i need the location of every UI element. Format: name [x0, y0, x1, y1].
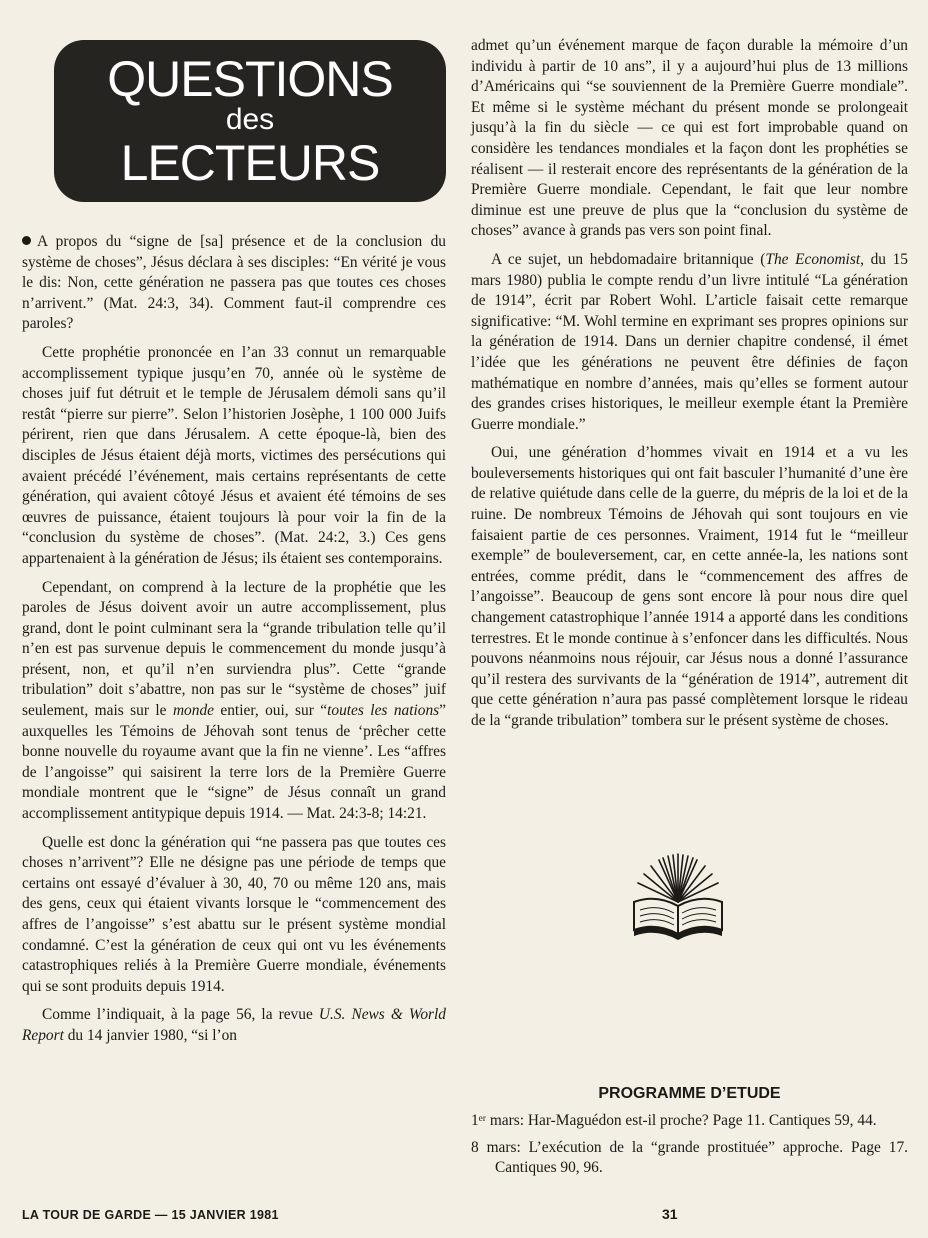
- economist-paragraph-part-a: A ce sujet, un hebdomadaire britannique (: [491, 250, 766, 268]
- study-program-item: 8 mars: L’exécution de la “grande prostituée” approche. Page 17. Cantiques 90, 96.: [471, 1138, 908, 1177]
- publication-footer: LA TOUR DE GARDE — 15 JANVIER 1981: [22, 1208, 279, 1222]
- continuation-paragraph: admet qu’un événement marque de façon durable la mémoire d’un individu à partir de 10 ans”, il y a aujourd’hui plus de 13 millions d’Américains qui “se souviennent de la Première Guerre mondiale”. Et même si le système méchant du présent monde se prolongeait jusqu’à la fin du siècle — ce qui est fort improbable quand on considère les tendances mondiales et la façon dont les prophéties se réalisent — il resterait encore des représentants de la génération de la Première Guerre mondiale. Cependant, le fait que leur nombre diminue est une preuve de plus que la “conclusion du système de choses” avance à grands pas vers son point final.: [471, 37, 908, 240]
- right-column: [471, 36, 908, 740]
- study-program-item: 1ᵉʳ mars: Har-Maguédon est-il proche? Page 11. Cantiques 59, 44.: [471, 1112, 877, 1129]
- banner-title-line1: QUESTIONS: [107, 51, 393, 107]
- economist-paragraph: [471, 250, 908, 435]
- answer-paragraph-2-part-c: ” auxquelles les Témoins de Jéhovah sont tenus de ‘prêcher cette bonne nouvelle du royaume avant que la fin ne vienne’. Les “affres de l’angoisse” qui saisirent la terre lors de la Première Guerre mondiale montrent que le “signe” de Jésus connaît un grand accomplissement antitypique depuis 1914. — Mat. 24:3-8; 14:21.: [22, 702, 446, 823]
- answer-paragraph-2-part-a: Cependant, on comprend à la lecture de la prophétie que les paroles de Jésus doivent avoir un autre accomplissement, plus grand, dont le point culminant sera la “grande tribulation telle qu’il n’en est pas survenue depuis le commencement du monde jusqu’à présent, non, et qu’il n’en surviendra plus”. Cette “grande tribulation” doit s’abattre, non pas sur le “système de choses” juif seulement, mais sur le: [22, 578, 446, 720]
- economist-paragraph-part-b: , du 15 mars 1980) publia le compte rendu d’un livre intitulé “La génération de 1914”, écrit par Robert Wohl. L’article faisait cette remarque significative: “M. Wohl termine en exprimant ses propres opinions sur la génération de 1914. Dans un dernier chapitre condensé, il émet l’idée que les générations ne peuvent être définies de façon mathématique en nombre d’années, mais qu’elles se forment autour des grandes crises historiques, le meilleur exemple étant la Première Guerre mondiale.”: [471, 250, 908, 433]
- section-banner: [54, 40, 446, 202]
- conclusion-paragraph: Oui, une génération d’hommes vivait en 1914 et a vu les bouleversements historiques qui ont fait basculer l’humanité d’une ère de relative quiétude dans celle de la guerre, du mépris de la loi et de la ruine. De nombreux Témoins de Jéhovah qui sont toujours en vie faisaient partie de ces personnes. Vraiment, 1914 fut le “meilleur exemple” de bouleversement, car, en cette année-la, les nations sont entrées, comme prédit, dans le “commencement des affres de l’angoisse”. Beaucoup de gens sont encore là pour nous dire quel changement catastrophique l’année 1914 a apporté dans les conditions terrestres. Et le monde continue à s’enfoncer dans les difficultés. Nous pouvons néanmoins nous réjouir, car Jésus nous a donné l’assurance qu’il restera des survivants de la “génération de 1914”, autrement dit que cette génération n’aura pas passé complètement lorsque le rideau de la “grande tribulation” tombera sur le présent système de choses.: [471, 444, 908, 729]
- answer-paragraph-3: Quelle est donc la génération qui “ne passera pas que toutes ces choses n’arrivent”? Elle ne désigne pas une période de temps que certains ont essayé d’évaluer à 30, 40, 70 ou même 120 ans, mais des gens, ceux qui étaient vivants lorsque le “commencement des affres de l’angoisse” s’est abattu sur le présent système mondial condamné. C’est la génération de ceux qui ont vu les événements catastrophiques reliés à la Première Guerre mondiale, événements qui se sont produits depuis 1914.: [22, 833, 446, 995]
- banner-title-line3: LECTEURS: [120, 135, 380, 191]
- page-number: 31: [662, 1206, 678, 1222]
- left-column: [22, 232, 446, 1055]
- answer-paragraph-4-part-b: du 14 janvier 1980, “si l’on: [63, 1026, 238, 1044]
- emphasis-magazine-title: U.S. News & World Report: [22, 1006, 446, 1044]
- banner-title-line2: des: [225, 103, 275, 136]
- answer-paragraph-2-part-b: entier, oui, sur “: [213, 702, 328, 720]
- answer-paragraph-4: [22, 1005, 446, 1046]
- emphasis-toutes-les-nations: toutes les nations: [327, 702, 440, 720]
- emphasis-monde: monde: [172, 702, 214, 720]
- emphasis-economist: The Economist: [765, 250, 861, 268]
- study-program-list: [471, 1111, 908, 1185]
- open-book-icon: [628, 850, 728, 942]
- question-text: A propos du “signe de [sa] présence et de la conclusion du système de choses”, Jésus déclara à ses disciples: “En vérité je vous le dis: Non, cette génération ne passera pas que toutes ces choses n’arrivent.” (Mat. 24:3, 34). Comment faut-il comprendre ces paroles?: [22, 233, 446, 333]
- answer-paragraph-2: [22, 578, 446, 825]
- answer-paragraph-4-part-a: Comme l’indiquait, à la page 56, la revue: [42, 1006, 319, 1024]
- question-paragraph: [22, 232, 446, 335]
- bullet-icon: [22, 236, 31, 245]
- study-program-title: PROGRAMME D’ETUDE: [598, 1085, 781, 1102]
- answer-paragraph-1: Cette prophétie prononcée en l’an 33 connut un remarquable accomplissement typique jusqu’en 70, année où le système de choses juif fut détruit et le temple de Jérusalem démoli sans qu’il restât “pierre sur pierre”. Selon l’historien Josèphe, 1 100 000 Juifs périrent, rien que dans Jérusalem. A cette époque-là, bien des disciples de Jésus étaient déjà morts, victimes des persécutions qui avaient précédé l’événement, mais certains représentants de cette génération, qui avaient côtoyé Jésus et avaient été témoins de ses œuvres de puissance, étaient toujours là pour voir la fin de la “conclusion du système de choses”. (Mat. 24:2, 3.) Ces gens appartenaient à la génération de Jésus; ils étaient ses contemporains.: [22, 343, 446, 567]
